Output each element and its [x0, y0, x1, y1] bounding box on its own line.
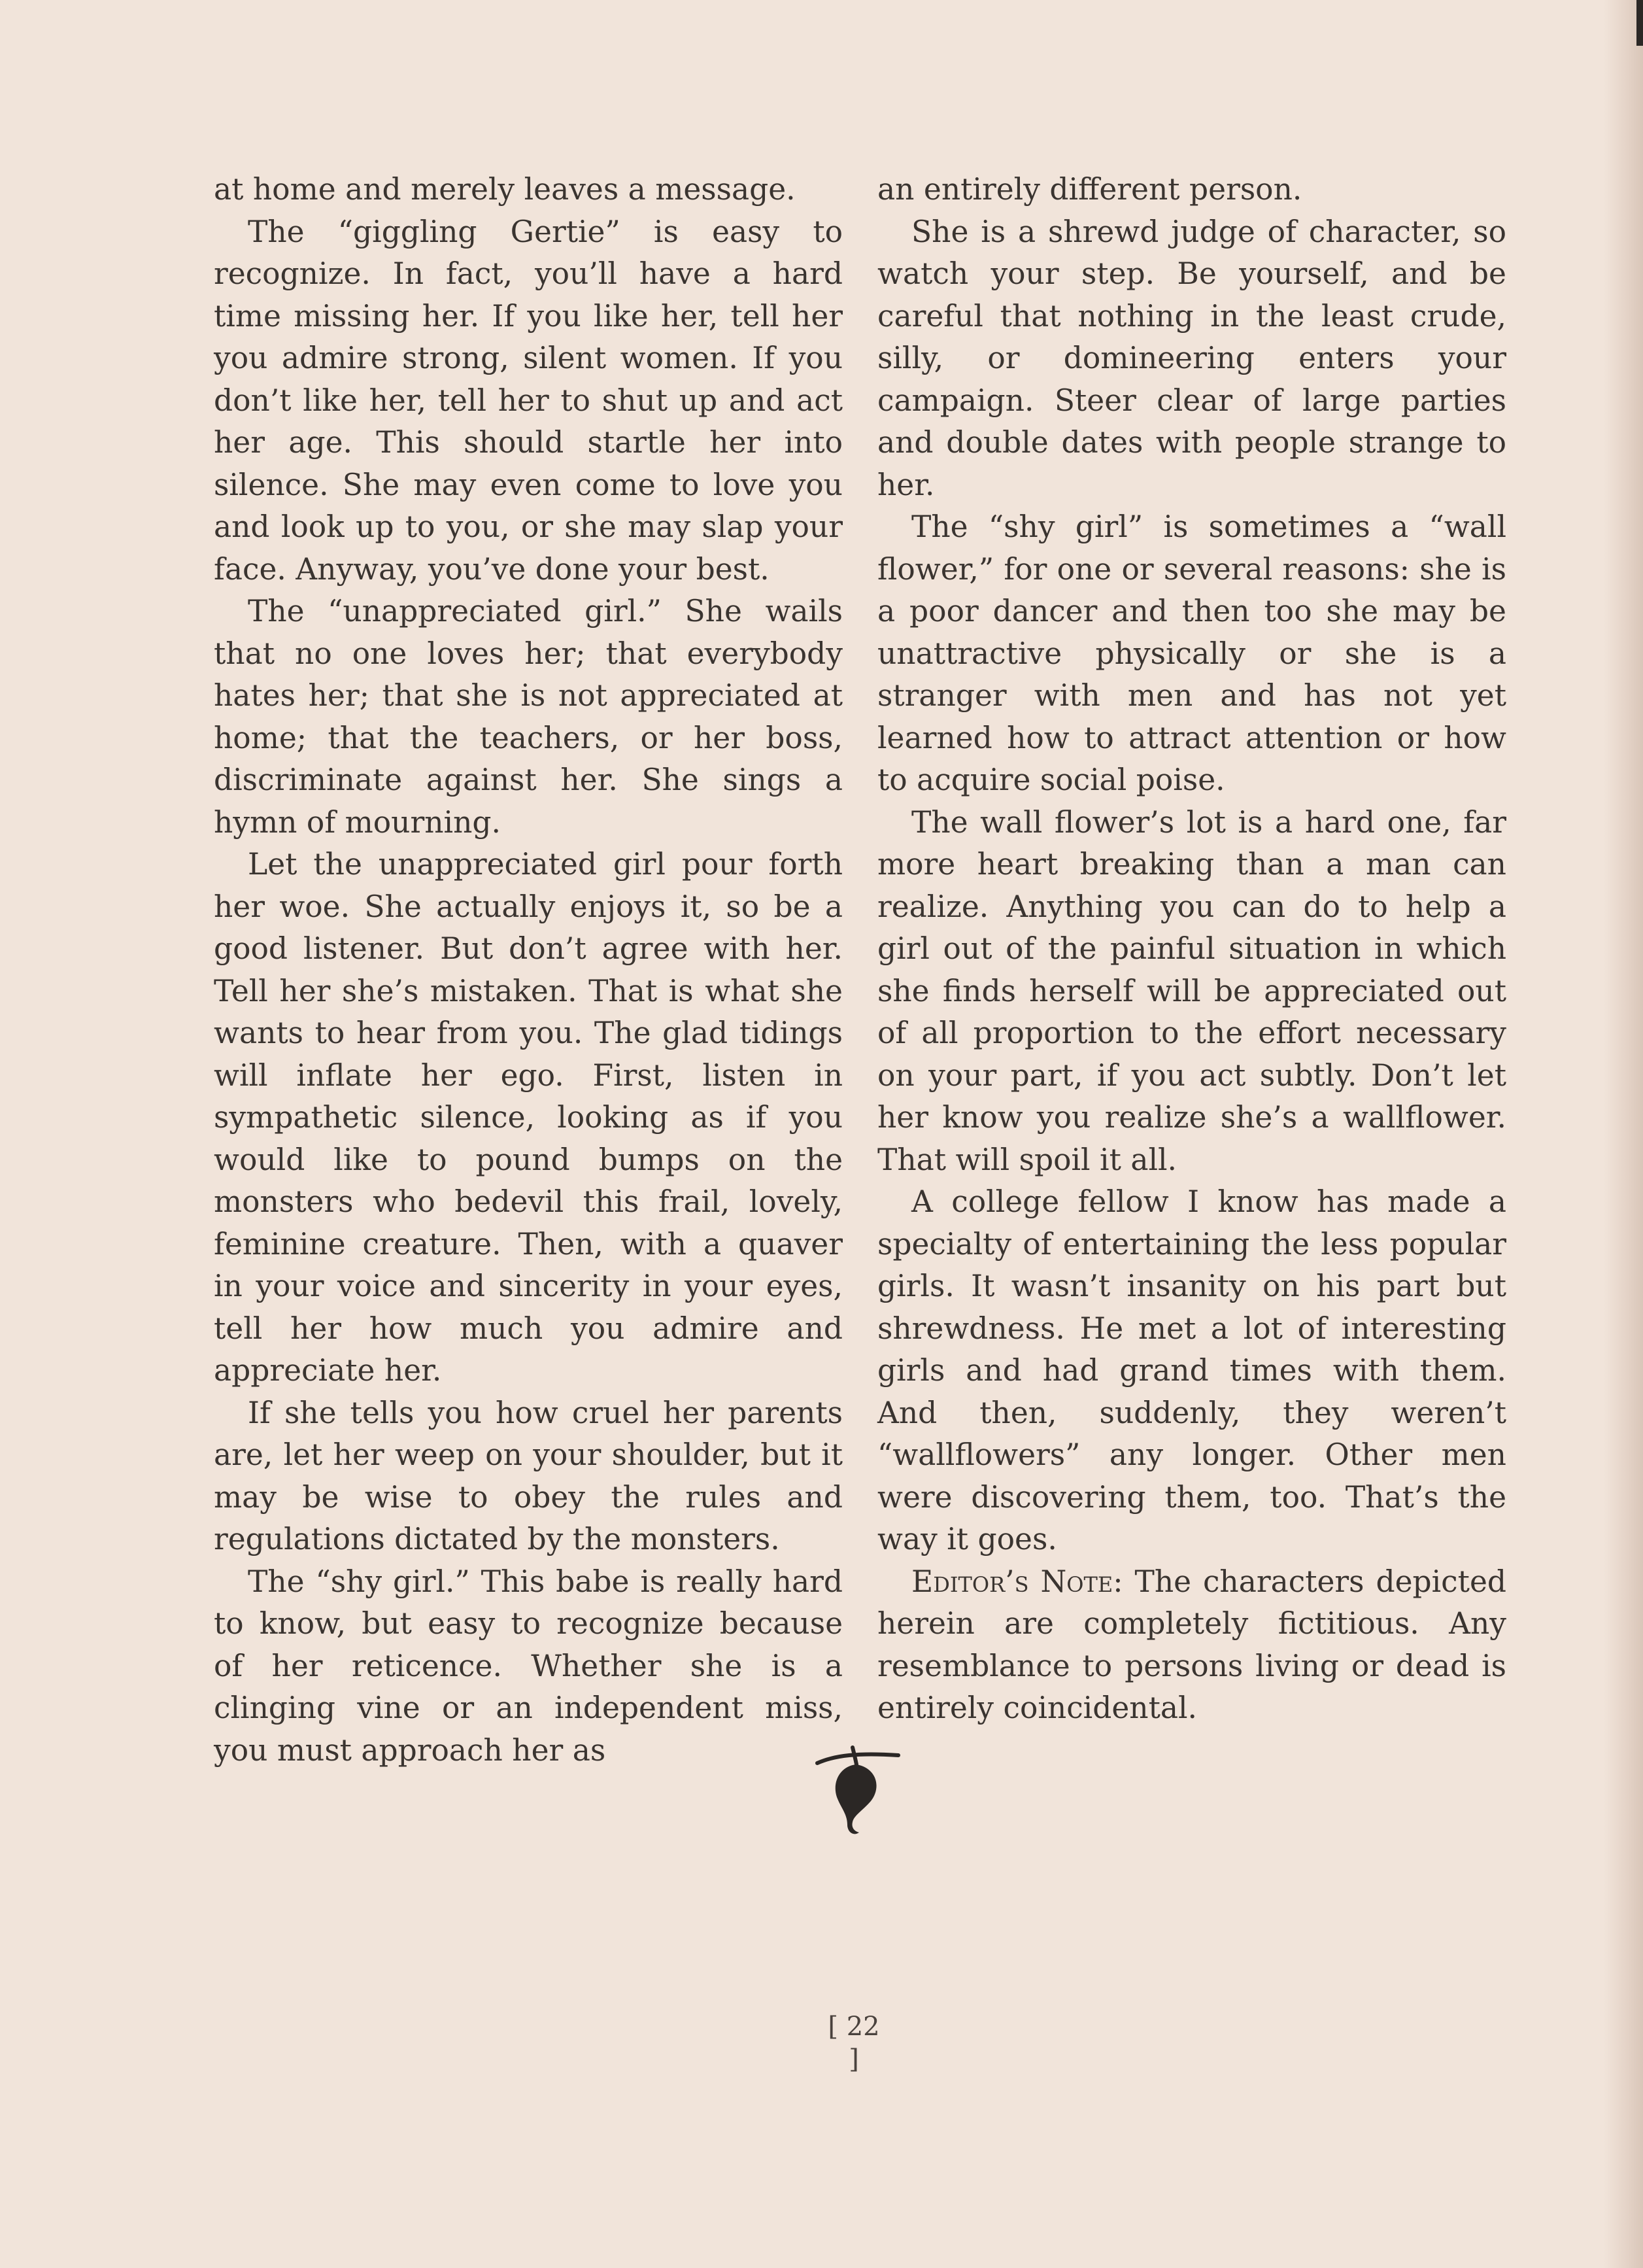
paragraph: She is a shrewd judge of character, so watch your step. Be yourself, and be careful that nothing in the least crude, silly, or domineering enters your campaign. Steer clear of large parties and double dates with people strange to her. [877, 214, 1506, 502]
paragraph: The “giggling Gertie” is easy to recognize. In fact, you’ll have a hard time missing her. If you like her, tell her you admire strong, silent women. If you don’t like her, tell her to shut up and act her age. This should startle her into silence. She may even come to love you and look up to you, or she may slap your face. Anyway, you’ve done your best. [214, 214, 843, 587]
left-column [214, 169, 843, 1772]
right-column [877, 169, 1506, 1730]
paragraph: A college fellow I know has made a specialty of entertaining the less popular girls. It wasn’t insanity on his part but shrewdness. He met a lot of interesting girls and had grand times with them. And then, suddenly, they weren’t “wallflowers” any longer. Other men were discovering them, too. That’s the way it goes. [877, 1184, 1506, 1556]
page-edge-shadow [1604, 0, 1643, 2268]
paragraph: an entirely different person. [877, 172, 1302, 207]
paragraph: The wall flower’s lot is a hard one, far more heart breaking than a man can realize. Anything you can do to help a girl out of the painful situation in which she finds herself will be appreciated out of all proportion to the effort necessary on your part, if you act subtly. Don’t let her know you realize she’s a wallflower. That will spoil it all. [877, 804, 1506, 1177]
paragraph: If she tells you how cruel her parents are, let her weep on your shoulder, but it may be wise to obey the rules and regulations dictated by the monsters. [214, 1395, 843, 1556]
paragraph: The “unappreciated girl.” She wails that no one loves her; that everybody hates her; that she is not appreciated at home; that the teachers, or her boss, discriminate against her. She sings a hymn of mourning. [214, 594, 843, 840]
corner-mark [1636, 0, 1643, 46]
paragraph: at home and merely leaves a message. [214, 172, 796, 207]
leaf-ornament-icon [812, 1745, 904, 1843]
paragraph: Let the unappreciated girl pour forth her woe. She actually enjoys it, so be a good listener. But don’t agree with her. Tell her she’s mistaken. That is what she wants to hear from you. The glad tidings will inflate her ego. First, listen in sympathetic silence, looking as if you would like to pound bumps on the monsters who bedevil this frail, lovely, feminine creature. Then, with a quaver in your voice and sincerity in your eyes, tell her how much you admire and appreciate her. [214, 847, 843, 1388]
editors-note-label: Editor’s Note: [911, 1564, 1123, 1599]
editors-note-text: The characters depicted herein are completely fictitious. Any resemblance to persons living or dead is entirely coincidental. [877, 1564, 1506, 1725]
editors-note [877, 1561, 1506, 1730]
paragraph: The “shy girl.” This babe is really hard to know, but easy to recognize because of her reticence. Whether she is a clinging vine or an independent miss, you must approach her as [214, 1564, 843, 1768]
page-number: [ 22 ] [828, 2012, 880, 2074]
paragraph: The “shy girl” is sometimes a “wall flower,” for one or several reasons: she is a poor dancer and then too she may be unattractive physically or she is a stranger with men and has not yet learned how to attract attention or how to acquire social poise. [877, 509, 1506, 797]
